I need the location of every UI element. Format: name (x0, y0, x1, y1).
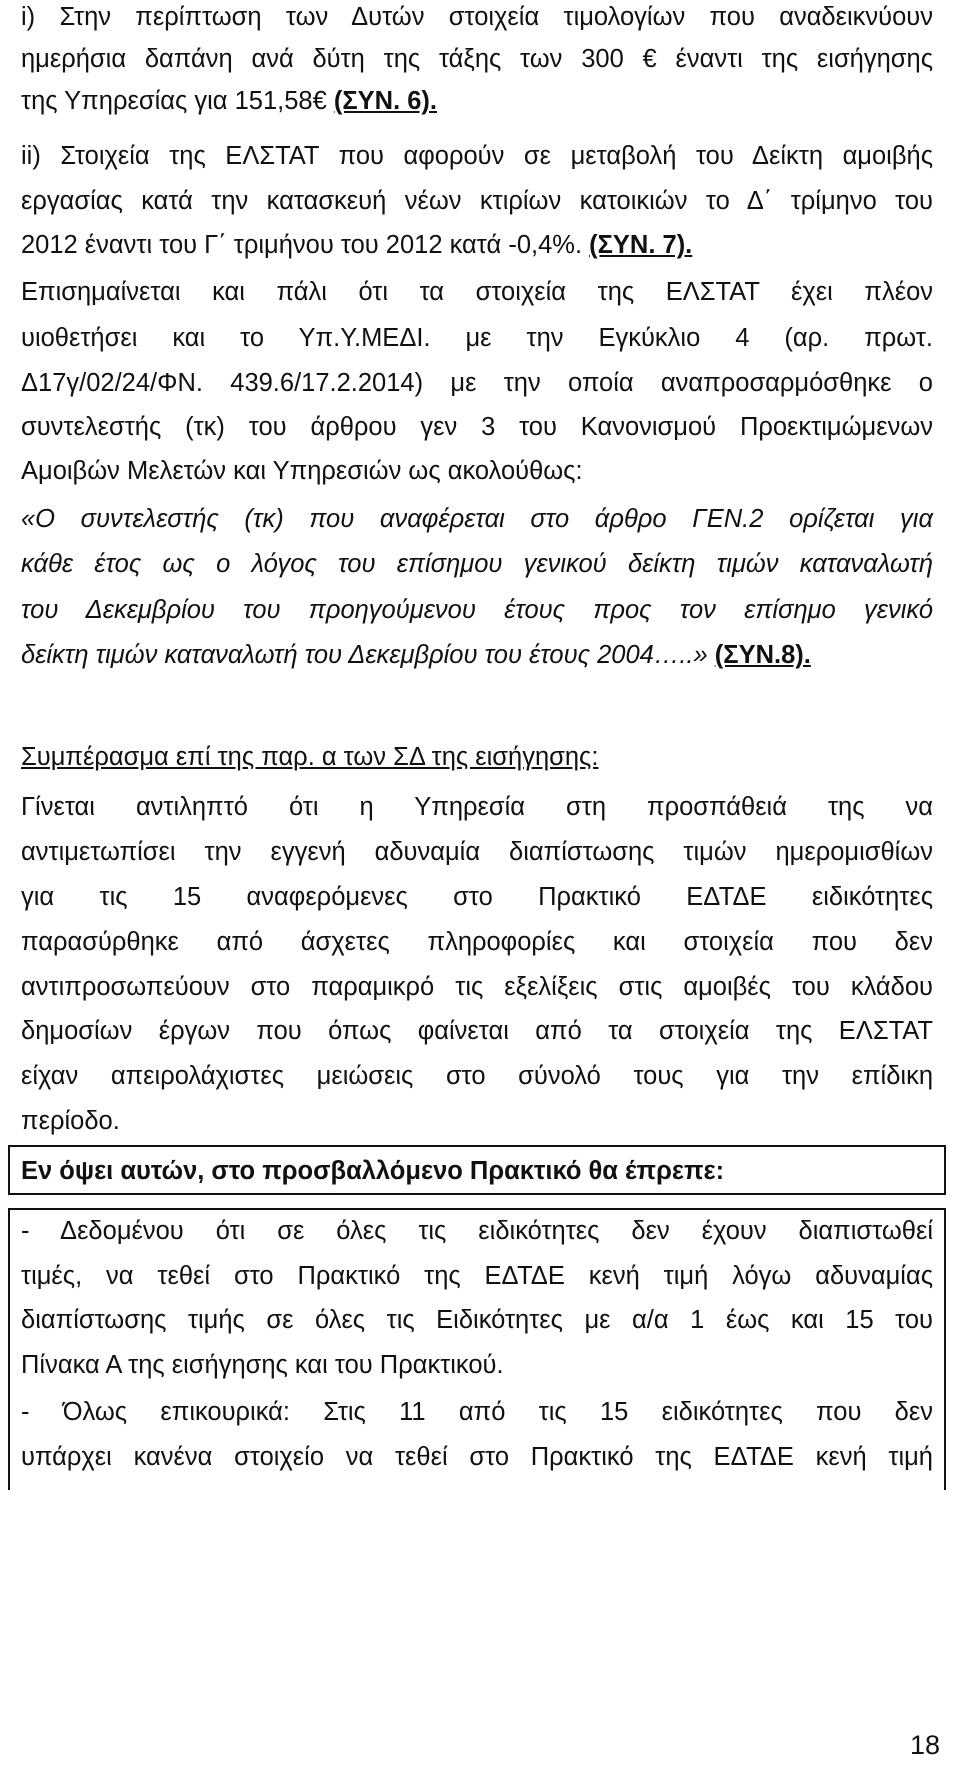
bullet-1-line-2: τιμές, να τεθεί στο Πρακτικό της ΕΔΤΔΕ κενή τιμή λόγω αδυναμίας (21, 1262, 933, 1290)
bullet-1-line-1: - Δεδομένου ότι σε όλες τις ειδικότητες δεν έχουν διαπιστωθεί (21, 1217, 933, 1245)
bullet-1-line-3: διαπίστωσης τιμής σε όλες τις Ειδικότητες με α/α 1 έως και 15 του (21, 1306, 933, 1334)
section-i-text: της Υπηρεσίας για 151,58€ (21, 87, 334, 115)
ref-syn-6: (ΣΥΝ. 6). (333, 87, 438, 115)
bullet-2-line-2: υπάρχει κανένα στοιχείο να τεθεί στο Πρακτικό της ΕΔΤΔΕ κενή τιμή (21, 1443, 933, 1471)
ref-syn-8: (ΣΥΝ.8). (714, 641, 811, 669)
section-ii-line-1: ii) Στοιχεία της ΕΛΣΤΑΤ που αφορούν σε μεταβολή του Δείκτη αμοιβής (21, 142, 933, 170)
conclusion-heading: Συμπέρασμα επί της παρ. α των ΣΔ της εισήγησης: (21, 743, 599, 771)
bullet-2-line-1: - Όλως επικουρικά: Στις 11 από τις 15 ειδικότητες που δεν (21, 1398, 933, 1426)
section-i-line-3 (21, 84, 933, 118)
bullet-1-line-4: Πίνακα Α της εισήγησης και του Πρακτικού. (21, 1351, 504, 1379)
conclusion-line-1: Γίνεται αντιληπτό ότι η Υπηρεσία στη προσπάθειά της να (21, 793, 933, 821)
conclusion-line-8: περίοδο. (21, 1107, 120, 1135)
quote-text: δείκτη τιμών καταναλωτή του Δεκεμβρίου του έτους 2004…..» (21, 641, 715, 669)
recommendation-heading-box (8, 1145, 946, 1195)
section-ii-text: 2012 έναντι του Γ΄ τριμήνου του 2012 κατά -0,4%. (21, 231, 590, 259)
conclusion-line-3: για τις 15 αναφερόμενες στο Πρακτικό ΕΔΤΔΕ ειδικότητες (21, 883, 933, 911)
section-i-line-1: i) Στην περίπτωση των Δυτών στοιχεία τιμολογίων που αναδεικνύουν (21, 3, 933, 31)
page-number: 18 (909, 1730, 940, 1760)
note-line-3: Δ17γ/02/24/ΦΝ. 439.6/17.2.2014) με την οποία αναπροσαρμόσθηκε ο (21, 369, 933, 397)
note-line-1: Επισημαίνεται και πάλι ότι τα στοιχεία της ΕΛΣΤΑΤ έχει πλέον (21, 278, 933, 306)
recommendation-list-box (8, 1208, 946, 1490)
section-i-line-2: ημερήσια δαπάνη ανά δύτη της τάξης των 300 € έναντι της εισήγησης (21, 45, 933, 73)
ref-syn-7: (ΣΥΝ. 7). (589, 231, 693, 259)
quote-line-3: του Δεκεμβρίου του προηγούμενου έτους προς τον επίσημο γενικό (21, 596, 933, 624)
note-line-2: υιοθετήσει και το Υπ.Υ.ΜΕΔΙ. με την Εγκύκλιο 4 (αρ. πρωτ. (21, 324, 933, 352)
note-line-4: συντελεστής (τκ) του άρθρου γεν 3 του Κανονισμού Προεκτιμώμενων (21, 413, 933, 441)
quote-line-4 (21, 638, 933, 672)
conclusion-line-7: είχαν απειρολάχιστες μειώσεις στο σύνολό τους για την επίδικη (21, 1062, 933, 1090)
conclusion-line-5: αντιπροσωπεύουν στο παραμικρό τις εξελίξεις στις αμοιβές του κλάδου (21, 973, 933, 1001)
conclusion-line-6: δημοσίων έργων που όπως φαίνεται από τα στοιχεία της ΕΛΣΤΑΤ (21, 1017, 933, 1045)
quote-line-2: κάθε έτος ως ο λόγος του επίσημου γενικού δείκτη τιμών καταναλωτή (21, 550, 933, 578)
conclusion-line-4: παρασύρθηκε από άσχετες πληροφορίες και στοιχεία που δεν (21, 928, 933, 956)
conclusion-line-2: αντιμετωπίσει την εγγενή αδυναμία διαπίστωσης τιμών ημερομισθίων (21, 838, 933, 866)
note-line-5: Αμοιβών Μελετών και Υπηρεσιών ως ακολούθως: (21, 457, 583, 485)
section-ii-line-2: εργασίας κατά την κατασκευή νέων κτιρίων κατοικιών το Δ΄ τρίμηνο του (21, 187, 933, 215)
quote-line-1: «Ο συντελεστής (τκ) που αναφέρεται στο άρθρο ΓΕΝ.2 ορίζεται για (21, 505, 933, 533)
section-ii-line-3 (21, 228, 933, 262)
recommendation-heading: Εν όψει αυτών, στο προσβαλλόμενο Πρακτικό θα έπρεπε: (21, 1157, 725, 1185)
